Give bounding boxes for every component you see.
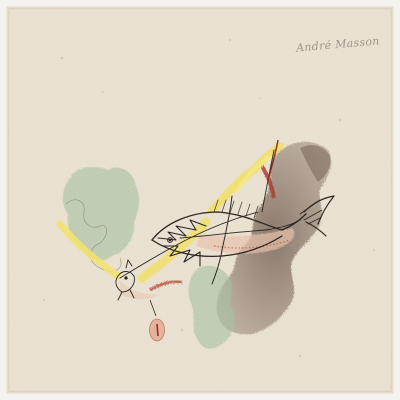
artist-signature: André Masson (295, 34, 381, 55)
